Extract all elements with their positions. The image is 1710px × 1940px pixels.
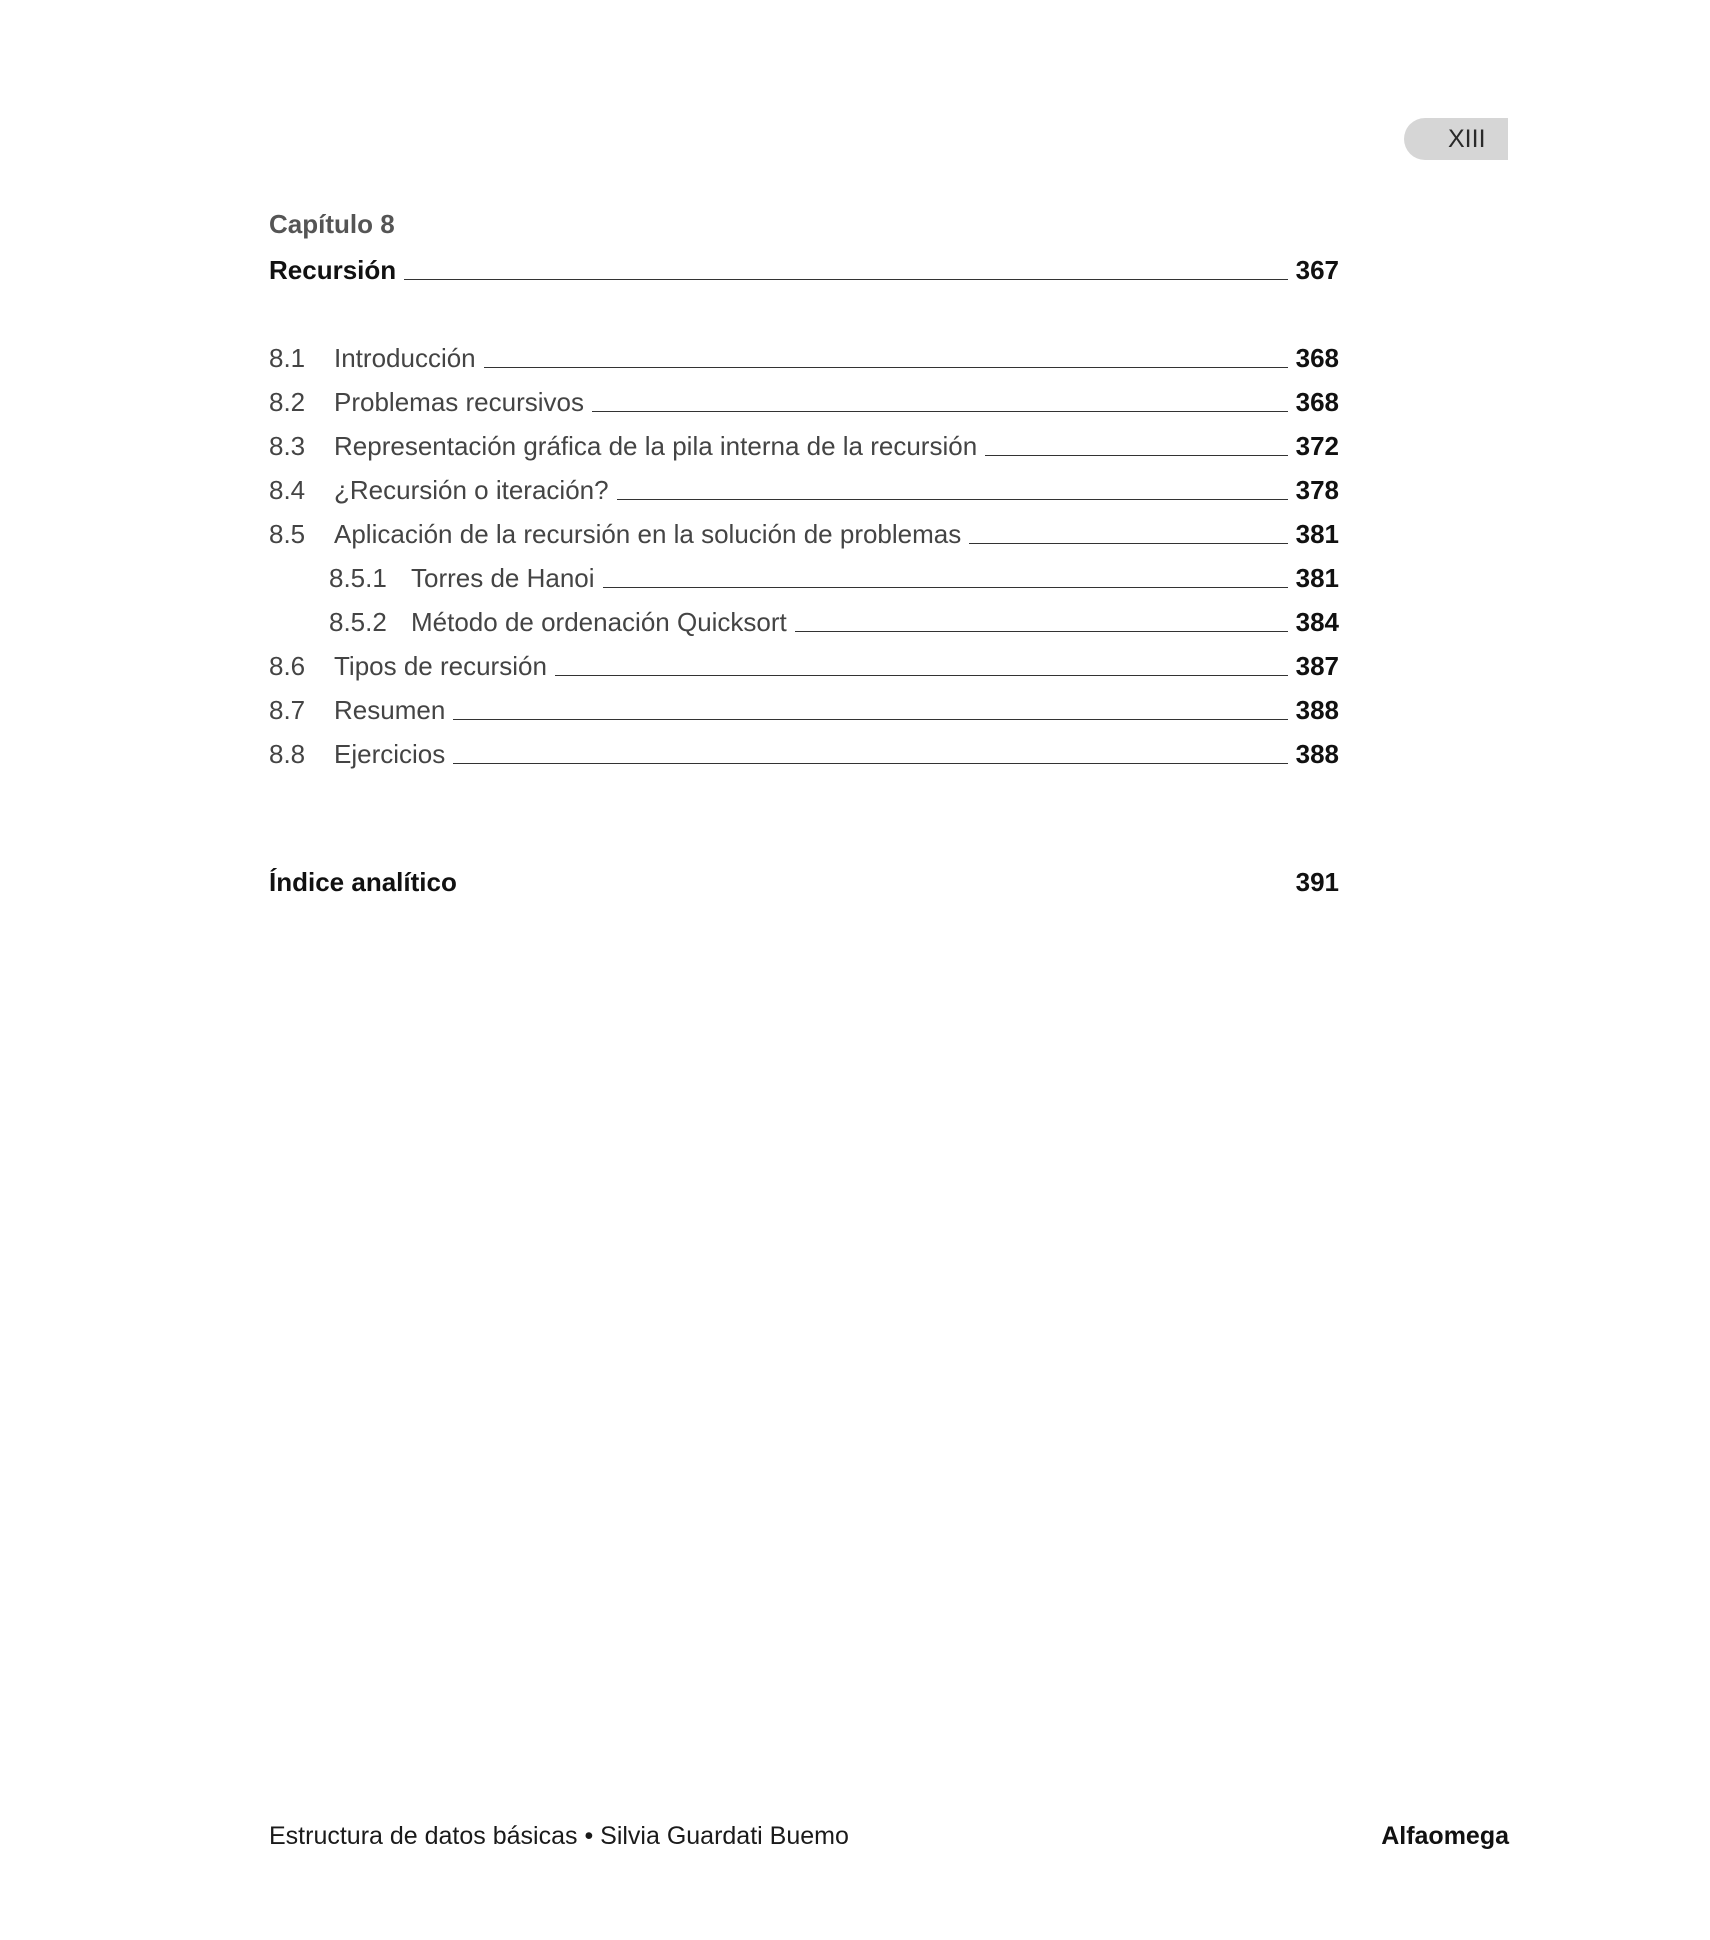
- section-title: Tipos de recursión: [334, 651, 547, 681]
- subsection-page: 381: [1295, 563, 1339, 593]
- toc-subentry[interactable]: [331, 560, 1339, 596]
- subsection-title: Torres de Hanoi: [411, 563, 595, 593]
- toc-chapter-entry[interactable]: [269, 252, 1339, 288]
- section-title: Problemas recursivos: [334, 387, 584, 417]
- section-page: 388: [1295, 739, 1339, 769]
- section-title: Resumen: [334, 695, 446, 725]
- section-number: 8.2: [269, 387, 306, 417]
- chapter-title: Recursión: [269, 255, 397, 285]
- leader-line: [985, 454, 1287, 456]
- toc-entry[interactable]: [269, 428, 1339, 464]
- section-number: 8.4: [269, 475, 306, 505]
- footer-book-info: Estructura de datos básicas • Silvia Guardati Buemo: [269, 1822, 849, 1850]
- leader-line: [555, 674, 1288, 676]
- leader-line: [404, 278, 1287, 280]
- toc-entry[interactable]: [269, 516, 1339, 552]
- section-number: 8.1: [269, 343, 306, 373]
- leader-line: [453, 718, 1287, 720]
- section-number: 8.7: [269, 695, 306, 725]
- chapter-label: Capítulo 8: [269, 209, 395, 239]
- section-title: Aplicación de la recursión en la solución de problemas: [334, 519, 962, 549]
- leader-line: [453, 762, 1287, 764]
- leader-line: [592, 410, 1288, 412]
- section-page: 378: [1295, 475, 1339, 505]
- footer-publisher: Alfaomega: [1381, 1822, 1509, 1850]
- toc-entry[interactable]: [269, 736, 1339, 772]
- section-number: 8.6: [269, 651, 306, 681]
- subsection-page: 384: [1295, 607, 1339, 637]
- section-number: 8.8: [269, 739, 306, 769]
- section-page: 387: [1295, 651, 1339, 681]
- subsection-title: Método de ordenación Quicksort: [411, 607, 787, 637]
- section-number: 8.3: [269, 431, 306, 461]
- toc-entry[interactable]: [269, 340, 1339, 376]
- page-number: XIII: [1448, 125, 1486, 153]
- leader-line: [603, 586, 1288, 588]
- section-page: 372: [1295, 431, 1339, 461]
- section-title: Introducción: [334, 343, 476, 373]
- section-title: ¿Recursión o iteración?: [334, 475, 609, 505]
- section-page: 381: [1295, 519, 1339, 549]
- section-page: 368: [1295, 387, 1339, 417]
- leader-line: [969, 542, 1287, 544]
- toc-entry[interactable]: [269, 692, 1339, 728]
- section-title: Representación gráfica de la pila interna de la recursión: [334, 431, 978, 461]
- section-page: 368: [1295, 343, 1339, 373]
- toc-index-entry[interactable]: [269, 864, 1339, 900]
- toc-entry[interactable]: [269, 384, 1339, 420]
- leader-line: [795, 630, 1288, 632]
- leader-line: [617, 498, 1288, 500]
- toc-entry[interactable]: [269, 648, 1339, 684]
- subsection-number: 8.5.2: [329, 607, 387, 637]
- leader-line: [484, 366, 1288, 368]
- section-title: Ejercicios: [334, 739, 446, 769]
- subsection-number: 8.5.1: [329, 563, 387, 593]
- index-page: 391: [1295, 867, 1339, 897]
- chapter-page: 367: [1295, 255, 1339, 285]
- section-number: 8.5: [269, 519, 306, 549]
- toc-subentry[interactable]: [331, 604, 1339, 640]
- section-page: 388: [1295, 695, 1339, 725]
- index-title: Índice analítico: [269, 867, 457, 897]
- toc-entry[interactable]: [269, 472, 1339, 508]
- page-number-tab: [1404, 118, 1508, 160]
